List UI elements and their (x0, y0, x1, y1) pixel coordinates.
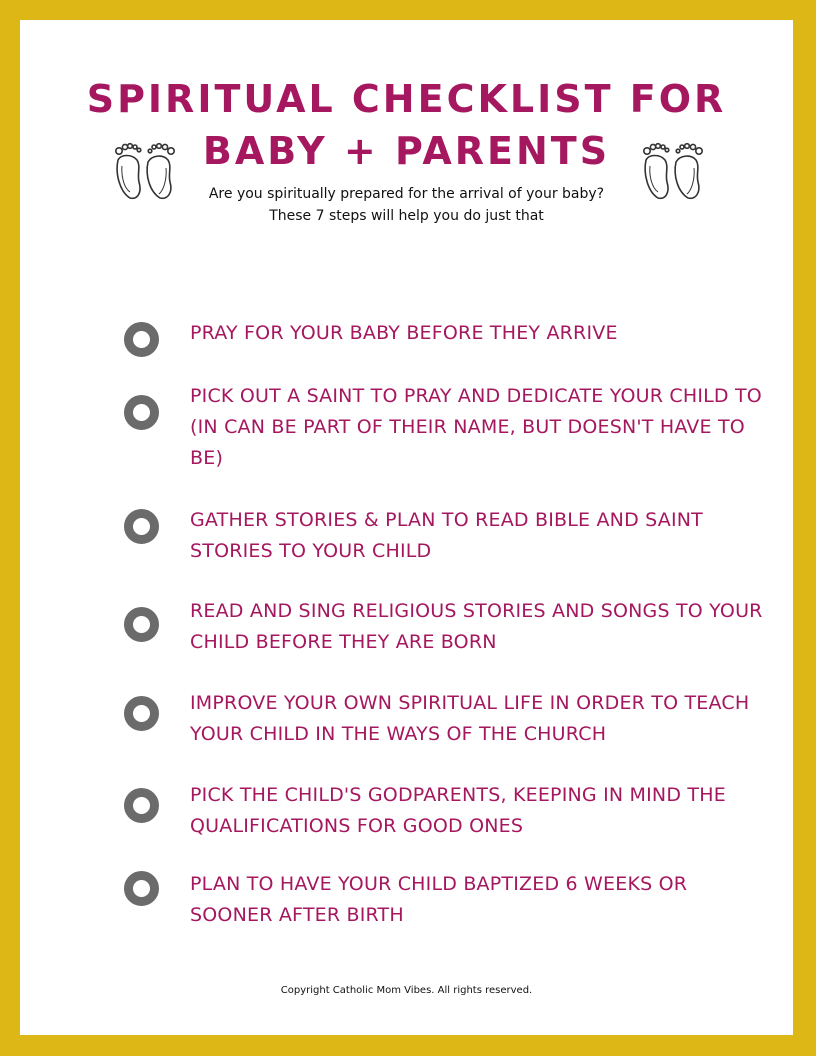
circle-bullet-icon (124, 322, 159, 357)
copyright-footer: Copyright Catholic Mom Vibes. All rights reserved. (280, 985, 533, 996)
page-title-line-2: BABY + PARENTS (202, 129, 611, 173)
circle-bullet-icon (124, 788, 159, 823)
checklist-item-text: PICK THE CHILD'S GODPARENTS, KEEPING IN MIND THE QUALIFICATIONS FOR GOOD ONES (190, 784, 726, 837)
circle-bullet-icon (124, 696, 159, 731)
checklist-page (20, 20, 793, 1035)
checklist-item-text: READ AND SING RELIGIOUS STORIES AND SONGS TO YOUR CHILD BEFORE THEY ARE BORN (190, 600, 763, 653)
checklist-item-text: PICK OUT A SAINT TO PRAY AND DEDICATE YOUR CHILD TO (IN CAN BE PART OF THEIR NAME, BUT DOESN'T HAVE TO BE) (190, 385, 762, 469)
checklist-item-text: IMPROVE YOUR OWN SPIRITUAL LIFE IN ORDER TO TEACH YOUR CHILD IN THE WAYS OF THE CHURCH (190, 692, 750, 745)
subtitle-line-1: Are you spiritually prepared for the arrival of your baby? (208, 186, 605, 202)
page-title-line-1: SPIRITUAL CHECKLIST FOR (86, 77, 727, 121)
checklist-item-text: GATHER STORIES & PLAN TO READ BIBLE AND SAINT STORIES TO YOUR CHILD (190, 509, 703, 562)
circle-bullet-icon (124, 395, 159, 430)
checklist-item-text: PRAY FOR YOUR BABY BEFORE THEY ARRIVE (190, 322, 618, 344)
circle-bullet-icon (124, 871, 159, 906)
circle-bullet-icon (124, 509, 159, 544)
checklist-item-text: PLAN TO HAVE YOUR CHILD BAPTIZED 6 WEEKS OR SOONER AFTER BIRTH (190, 873, 688, 926)
subtitle-line-2: These 7 steps will help you do just that (269, 208, 544, 224)
circle-bullet-icon (124, 607, 159, 642)
